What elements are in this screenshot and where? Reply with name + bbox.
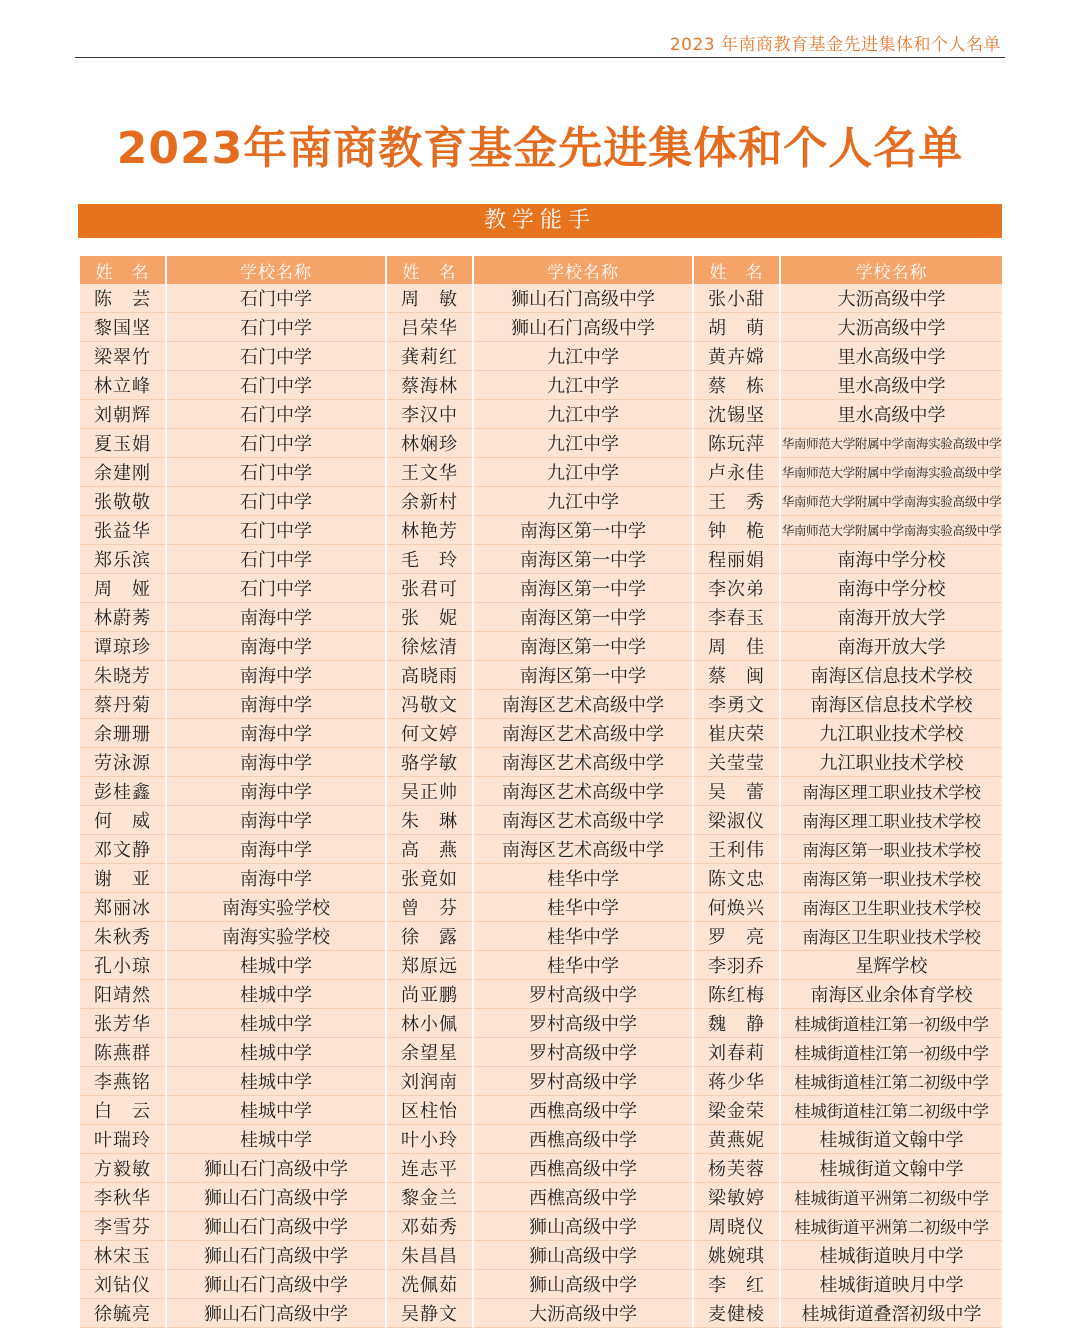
person-name-cell: 郑丽冰 xyxy=(80,893,165,922)
school-name-cell: 西樵高级中学 xyxy=(474,1096,692,1125)
school-name-cell: 里水高级中学 xyxy=(781,371,1002,400)
person-name-cell: 徐 露 xyxy=(387,922,472,951)
school-name-cell: 南海中学分校 xyxy=(781,574,1002,603)
school-name-cell: 南海区艺术高级中学 xyxy=(474,719,692,748)
person-name-cell: 叶小玲 xyxy=(387,1125,472,1154)
school-name-cell: 罗村高级中学 xyxy=(474,1038,692,1067)
table-row xyxy=(80,516,1002,545)
person-name-cell: 朱昌昌 xyxy=(387,1241,472,1270)
school-name-cell: 南海中学 xyxy=(167,719,385,748)
person-name-cell: 陈红梅 xyxy=(694,980,779,1009)
school-name-cell: 狮山石门高级中学 xyxy=(474,284,692,313)
school-name-cell: 大沥高级中学 xyxy=(781,284,1002,313)
table-row xyxy=(80,661,1002,690)
table-row xyxy=(80,284,1002,313)
person-name-cell: 龚莉红 xyxy=(387,342,472,371)
person-name-cell: 徐炫清 xyxy=(387,632,472,661)
school-name-cell: 九江职业技术学校 xyxy=(781,719,1002,748)
person-name-cell: 吴 蕾 xyxy=(694,777,779,806)
school-name-cell: 石门中学 xyxy=(167,284,385,313)
school-name-cell: 南海中学分校 xyxy=(781,545,1002,574)
column-header-name: 姓 名 xyxy=(387,256,472,284)
person-name-cell: 陈玩萍 xyxy=(694,429,779,458)
table-row xyxy=(80,603,1002,632)
school-name-cell: 狮山石门高级中学 xyxy=(167,1154,385,1183)
school-name-cell: 桂城街道映月中学 xyxy=(781,1241,1002,1270)
school-name-cell: 桂华中学 xyxy=(474,951,692,980)
table-row xyxy=(80,1009,1002,1038)
school-name-cell: 南海中学 xyxy=(167,661,385,690)
school-name-cell: 南海区第一职业技术学校 xyxy=(781,864,1002,893)
person-name-cell: 梁翠竹 xyxy=(80,342,165,371)
person-name-cell: 蔡丹菊 xyxy=(80,690,165,719)
person-name-cell: 高晓雨 xyxy=(387,661,472,690)
table-row xyxy=(80,864,1002,893)
school-name-cell: 南海区第一中学 xyxy=(474,545,692,574)
school-name-cell: 九江中学 xyxy=(474,429,692,458)
school-name-cell: 石门中学 xyxy=(167,516,385,545)
school-name-cell: 桂华中学 xyxy=(474,922,692,951)
school-name-cell: 石门中学 xyxy=(167,342,385,371)
person-name-cell: 邓茹秀 xyxy=(387,1212,472,1241)
school-name-cell: 狮山石门高级中学 xyxy=(167,1270,385,1299)
person-name-cell: 朱晓芳 xyxy=(80,661,165,690)
school-name-cell: 南海开放大学 xyxy=(781,632,1002,661)
table-header-row xyxy=(80,256,1002,284)
person-name-cell: 崔庆荣 xyxy=(694,719,779,748)
person-name-cell: 吴正帅 xyxy=(387,777,472,806)
person-name-cell: 林蔚莠 xyxy=(80,603,165,632)
person-name-cell: 黎国坚 xyxy=(80,313,165,342)
person-name-cell: 余新村 xyxy=(387,487,472,516)
school-name-cell: 九江中学 xyxy=(474,371,692,400)
person-name-cell: 周 敏 xyxy=(387,284,472,313)
person-name-cell: 冯敬文 xyxy=(387,690,472,719)
person-name-cell: 张益华 xyxy=(80,516,165,545)
table-row xyxy=(80,893,1002,922)
school-name-cell: 南海区卫生职业技术学校 xyxy=(781,922,1002,951)
school-name-cell: 南海中学 xyxy=(167,632,385,661)
school-name-cell: 南海中学 xyxy=(167,806,385,835)
school-name-cell: 南海区第一中学 xyxy=(474,516,692,545)
school-name-cell: 狮山石门高级中学 xyxy=(167,1212,385,1241)
school-name-cell: 罗村高级中学 xyxy=(474,1067,692,1096)
school-name-cell: 桂城街道桂江第一初级中学 xyxy=(781,1009,1002,1038)
person-name-cell: 李羽乔 xyxy=(694,951,779,980)
school-name-cell: 狮山高级中学 xyxy=(474,1270,692,1299)
school-name-cell: 南海开放大学 xyxy=(781,603,1002,632)
school-name-cell: 西樵高级中学 xyxy=(474,1183,692,1212)
running-header: 2023 年南商教育基金先进集体和个人名单 xyxy=(75,30,1005,58)
school-name-cell: 桂城街道平洲第二初级中学 xyxy=(781,1212,1002,1241)
school-name-cell: 九江中学 xyxy=(474,458,692,487)
person-name-cell: 黄卉嫦 xyxy=(694,342,779,371)
school-name-cell: 里水高级中学 xyxy=(781,342,1002,371)
person-name-cell: 梁淑仪 xyxy=(694,806,779,835)
school-name-cell: 狮山石门高级中学 xyxy=(474,313,692,342)
table-row xyxy=(80,429,1002,458)
roster-table xyxy=(78,256,1004,1328)
person-name-cell: 尚亚鹏 xyxy=(387,980,472,1009)
person-name-cell: 李 红 xyxy=(694,1270,779,1299)
school-name-cell: 狮山石门高级中学 xyxy=(167,1299,385,1328)
school-name-cell: 桂城街道桂江第二初级中学 xyxy=(781,1067,1002,1096)
person-name-cell: 王文华 xyxy=(387,458,472,487)
school-name-cell: 西樵高级中学 xyxy=(474,1125,692,1154)
school-name-cell: 华南师范大学附属中学南海实验高级中学 xyxy=(781,429,1002,458)
person-name-cell: 连志平 xyxy=(387,1154,472,1183)
person-name-cell: 周 佳 xyxy=(694,632,779,661)
person-name-cell: 罗 亮 xyxy=(694,922,779,951)
table-row xyxy=(80,371,1002,400)
person-name-cell: 张芳华 xyxy=(80,1009,165,1038)
person-name-cell: 余建刚 xyxy=(80,458,165,487)
table-row xyxy=(80,458,1002,487)
person-name-cell: 何文婷 xyxy=(387,719,472,748)
school-name-cell: 桂城中学 xyxy=(167,951,385,980)
school-name-cell: 桂城街道桂江第二初级中学 xyxy=(781,1096,1002,1125)
school-name-cell: 九江中学 xyxy=(474,487,692,516)
school-name-cell: 南海区业余体育学校 xyxy=(781,980,1002,1009)
school-name-cell: 华南师范大学附属中学南海实验高级中学 xyxy=(781,487,1002,516)
person-name-cell: 骆学敏 xyxy=(387,748,472,777)
school-name-cell: 南海区艺术高级中学 xyxy=(474,690,692,719)
person-name-cell: 蒋少华 xyxy=(694,1067,779,1096)
school-name-cell: 南海中学 xyxy=(167,864,385,893)
table-row xyxy=(80,1038,1002,1067)
person-name-cell: 陈 芸 xyxy=(80,284,165,313)
school-name-cell: 狮山高级中学 xyxy=(474,1241,692,1270)
person-name-cell: 李秋华 xyxy=(80,1183,165,1212)
table-row xyxy=(80,951,1002,980)
person-name-cell: 刘春莉 xyxy=(694,1038,779,1067)
person-name-cell: 林小佩 xyxy=(387,1009,472,1038)
school-name-cell: 南海区理工职业技术学校 xyxy=(781,806,1002,835)
person-name-cell: 黄燕妮 xyxy=(694,1125,779,1154)
person-name-cell: 李汉中 xyxy=(387,400,472,429)
column-header-school: 学校名称 xyxy=(781,256,1002,284)
person-name-cell: 何 威 xyxy=(80,806,165,835)
school-name-cell: 石门中学 xyxy=(167,458,385,487)
person-name-cell: 冼佩茹 xyxy=(387,1270,472,1299)
school-name-cell: 九江职业技术学校 xyxy=(781,748,1002,777)
school-name-cell: 南海实验学校 xyxy=(167,893,385,922)
school-name-cell: 西樵高级中学 xyxy=(474,1154,692,1183)
table-row xyxy=(80,313,1002,342)
person-name-cell: 夏玉娟 xyxy=(80,429,165,458)
table-row xyxy=(80,1154,1002,1183)
person-name-cell: 姚婉琪 xyxy=(694,1241,779,1270)
school-name-cell: 南海区第一中学 xyxy=(474,603,692,632)
column-header-name: 姓 名 xyxy=(694,256,779,284)
school-name-cell: 九江中学 xyxy=(474,342,692,371)
school-name-cell: 南海区卫生职业技术学校 xyxy=(781,893,1002,922)
person-name-cell: 麦健棱 xyxy=(694,1299,779,1328)
person-name-cell: 毛 玲 xyxy=(387,545,472,574)
person-name-cell: 吴静文 xyxy=(387,1299,472,1328)
school-name-cell: 狮山高级中学 xyxy=(474,1212,692,1241)
table-row xyxy=(80,545,1002,574)
column-header-name: 姓 名 xyxy=(80,256,165,284)
person-name-cell: 刘钻仪 xyxy=(80,1270,165,1299)
table-row xyxy=(80,922,1002,951)
school-name-cell: 桂城街道叠滘初级中学 xyxy=(781,1299,1002,1328)
person-name-cell: 周 娅 xyxy=(80,574,165,603)
school-name-cell: 桂城街道桂江第一初级中学 xyxy=(781,1038,1002,1067)
person-name-cell: 叶瑞玲 xyxy=(80,1125,165,1154)
person-name-cell: 徐毓亮 xyxy=(80,1299,165,1328)
person-name-cell: 朱 琳 xyxy=(387,806,472,835)
person-name-cell: 杨芙蓉 xyxy=(694,1154,779,1183)
school-name-cell: 石门中学 xyxy=(167,574,385,603)
person-name-cell: 魏 静 xyxy=(694,1009,779,1038)
school-name-cell: 南海中学 xyxy=(167,690,385,719)
person-name-cell: 郑原远 xyxy=(387,951,472,980)
person-name-cell: 李燕铭 xyxy=(80,1067,165,1096)
person-name-cell: 白 云 xyxy=(80,1096,165,1125)
person-name-cell: 何焕兴 xyxy=(694,893,779,922)
person-name-cell: 陈燕群 xyxy=(80,1038,165,1067)
school-name-cell: 南海区第一中学 xyxy=(474,661,692,690)
school-name-cell: 桂城中学 xyxy=(167,1009,385,1038)
person-name-cell: 王利伟 xyxy=(694,835,779,864)
table-row xyxy=(80,719,1002,748)
person-name-cell: 蔡 栋 xyxy=(694,371,779,400)
person-name-cell: 蔡海林 xyxy=(387,371,472,400)
school-name-cell: 狮山石门高级中学 xyxy=(167,1183,385,1212)
school-name-cell: 桂城中学 xyxy=(167,1125,385,1154)
person-name-cell: 李雪芬 xyxy=(80,1212,165,1241)
school-name-cell: 星辉学校 xyxy=(781,951,1002,980)
person-name-cell: 张 妮 xyxy=(387,603,472,632)
table-row xyxy=(80,1096,1002,1125)
school-name-cell: 石门中学 xyxy=(167,400,385,429)
person-name-cell: 张小甜 xyxy=(694,284,779,313)
school-name-cell: 南海区艺术高级中学 xyxy=(474,777,692,806)
table-row xyxy=(80,777,1002,806)
school-name-cell: 南海区理工职业技术学校 xyxy=(781,777,1002,806)
person-name-cell: 钟 桅 xyxy=(694,516,779,545)
person-name-cell: 邓文静 xyxy=(80,835,165,864)
table-row xyxy=(80,632,1002,661)
table-row xyxy=(80,574,1002,603)
person-name-cell: 高 燕 xyxy=(387,835,472,864)
person-name-cell: 王 秀 xyxy=(694,487,779,516)
school-name-cell: 桂城街道映月中学 xyxy=(781,1270,1002,1299)
person-name-cell: 阳靖然 xyxy=(80,980,165,1009)
person-name-cell: 方毅敏 xyxy=(80,1154,165,1183)
person-name-cell: 张君可 xyxy=(387,574,472,603)
page-title: 2023年南商教育基金先进集体和个人名单 xyxy=(116,123,964,174)
table-row xyxy=(80,1212,1002,1241)
school-name-cell: 南海中学 xyxy=(167,835,385,864)
school-name-cell: 罗村高级中学 xyxy=(474,1009,692,1038)
school-name-cell: 罗村高级中学 xyxy=(474,980,692,1009)
table-row xyxy=(80,835,1002,864)
school-name-cell: 石门中学 xyxy=(167,371,385,400)
person-name-cell: 李春玉 xyxy=(694,603,779,632)
person-name-cell: 周晓仪 xyxy=(694,1212,779,1241)
person-name-cell: 梁金荣 xyxy=(694,1096,779,1125)
school-name-cell: 南海区第一中学 xyxy=(474,632,692,661)
school-name-cell: 桂城中学 xyxy=(167,980,385,1009)
person-name-cell: 沈锡坚 xyxy=(694,400,779,429)
table-row xyxy=(80,748,1002,777)
school-name-cell: 南海中学 xyxy=(167,748,385,777)
person-name-cell: 张竟如 xyxy=(387,864,472,893)
person-name-cell: 蔡 闽 xyxy=(694,661,779,690)
section-heading: 教学能手 xyxy=(78,204,1002,238)
school-name-cell: 桂城街道平洲第二初级中学 xyxy=(781,1183,1002,1212)
school-name-cell: 桂华中学 xyxy=(474,864,692,893)
table-row xyxy=(80,1125,1002,1154)
school-name-cell: 南海中学 xyxy=(167,603,385,632)
person-name-cell: 刘朝辉 xyxy=(80,400,165,429)
column-header-school: 学校名称 xyxy=(167,256,385,284)
person-name-cell: 郑乐滨 xyxy=(80,545,165,574)
person-name-cell: 林艳芳 xyxy=(387,516,472,545)
school-name-cell: 桂城街道文翰中学 xyxy=(781,1154,1002,1183)
person-name-cell: 林娴珍 xyxy=(387,429,472,458)
person-name-cell: 胡 萌 xyxy=(694,313,779,342)
person-name-cell: 卢永佳 xyxy=(694,458,779,487)
school-name-cell: 南海区艺术高级中学 xyxy=(474,835,692,864)
table-row xyxy=(80,400,1002,429)
school-name-cell: 石门中学 xyxy=(167,545,385,574)
person-name-cell: 朱秋秀 xyxy=(80,922,165,951)
table-row xyxy=(80,1183,1002,1212)
person-name-cell: 程丽娟 xyxy=(694,545,779,574)
school-name-cell: 里水高级中学 xyxy=(781,400,1002,429)
school-name-cell: 南海区第一中学 xyxy=(474,574,692,603)
person-name-cell: 关莹莹 xyxy=(694,748,779,777)
person-name-cell: 余望星 xyxy=(387,1038,472,1067)
person-name-cell: 刘润南 xyxy=(387,1067,472,1096)
person-name-cell: 余珊珊 xyxy=(80,719,165,748)
table-row xyxy=(80,806,1002,835)
school-name-cell: 大沥高级中学 xyxy=(781,313,1002,342)
school-name-cell: 华南师范大学附属中学南海实验高级中学 xyxy=(781,458,1002,487)
table-row xyxy=(80,980,1002,1009)
person-name-cell: 劳泳源 xyxy=(80,748,165,777)
school-name-cell: 九江中学 xyxy=(474,400,692,429)
person-name-cell: 曾 芬 xyxy=(387,893,472,922)
roster-body xyxy=(80,284,1002,1328)
school-name-cell: 石门中学 xyxy=(167,313,385,342)
table-row xyxy=(80,1299,1002,1328)
school-name-cell: 南海区艺术高级中学 xyxy=(474,806,692,835)
school-name-cell: 狮山石门高级中学 xyxy=(167,1241,385,1270)
person-name-cell: 吕荣华 xyxy=(387,313,472,342)
school-name-cell: 石门中学 xyxy=(167,487,385,516)
school-name-cell: 桂华中学 xyxy=(474,893,692,922)
person-name-cell: 梁敏婷 xyxy=(694,1183,779,1212)
school-name-cell: 桂城中学 xyxy=(167,1038,385,1067)
table-row xyxy=(80,1270,1002,1299)
person-name-cell: 林宋玉 xyxy=(80,1241,165,1270)
school-name-cell: 南海实验学校 xyxy=(167,922,385,951)
table-row xyxy=(80,1241,1002,1270)
school-name-cell: 华南师范大学附属中学南海实验高级中学 xyxy=(781,516,1002,545)
person-name-cell: 孔小琼 xyxy=(80,951,165,980)
person-name-cell: 彭桂鑫 xyxy=(80,777,165,806)
person-name-cell: 黎金兰 xyxy=(387,1183,472,1212)
column-header-school: 学校名称 xyxy=(474,256,692,284)
person-name-cell: 区柱怡 xyxy=(387,1096,472,1125)
school-name-cell: 南海区第一职业技术学校 xyxy=(781,835,1002,864)
school-name-cell: 南海区信息技术学校 xyxy=(781,661,1002,690)
table-row xyxy=(80,1067,1002,1096)
person-name-cell: 林立峰 xyxy=(80,371,165,400)
school-name-cell: 南海区信息技术学校 xyxy=(781,690,1002,719)
person-name-cell: 谢 亚 xyxy=(80,864,165,893)
person-name-cell: 李勇文 xyxy=(694,690,779,719)
school-name-cell: 南海区艺术高级中学 xyxy=(474,748,692,777)
person-name-cell: 谭琼珍 xyxy=(80,632,165,661)
table-row xyxy=(80,487,1002,516)
table-row xyxy=(80,690,1002,719)
table-row xyxy=(80,342,1002,371)
school-name-cell: 桂城中学 xyxy=(167,1096,385,1125)
school-name-cell: 桂城街道文翰中学 xyxy=(781,1125,1002,1154)
person-name-cell: 张敬敬 xyxy=(80,487,165,516)
school-name-cell: 大沥高级中学 xyxy=(474,1299,692,1328)
school-name-cell: 桂城中学 xyxy=(167,1067,385,1096)
person-name-cell: 陈文忠 xyxy=(694,864,779,893)
school-name-cell: 南海中学 xyxy=(167,777,385,806)
school-name-cell: 石门中学 xyxy=(167,429,385,458)
person-name-cell: 李次弟 xyxy=(694,574,779,603)
